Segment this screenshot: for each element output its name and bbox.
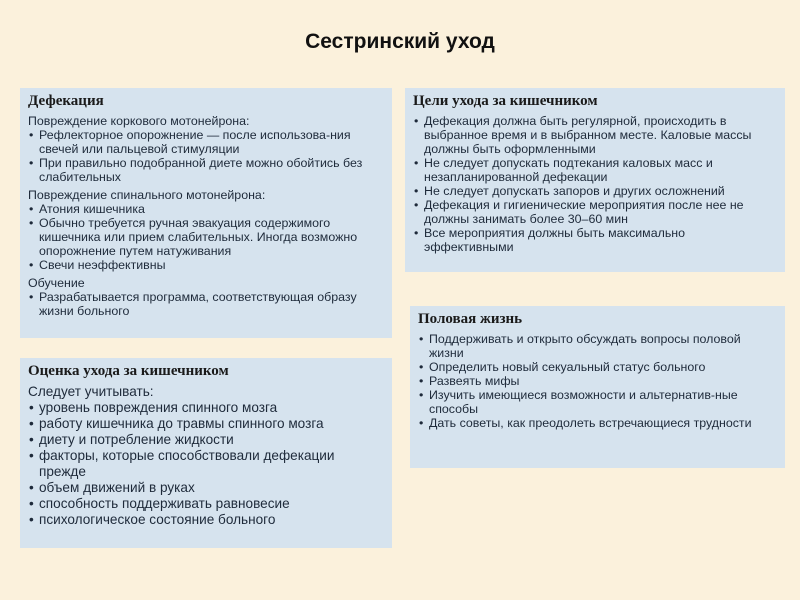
list-item: • Дефекация должна быть регулярной, происходить в выбранное время и в выбранном месте. Каловые массы должны быть оформленными — [413, 114, 777, 156]
bullet-list — [28, 202, 384, 272]
assessment-heading: Оценка ухода за кишечником — [28, 363, 229, 379]
list-item: • Дефекация и гигиенические мероприятия после нее не должны занимать более 30–60 мин — [413, 198, 777, 226]
bullet-list — [28, 128, 384, 184]
list-item: • Дать советы, как преодолеть встречающиеся трудности — [418, 416, 777, 430]
list-item: • Все мероприятия должны быть максимально эффективными — [413, 226, 777, 254]
bullet-list — [28, 400, 384, 528]
list-item: • способность поддерживать равновесие — [28, 496, 384, 512]
list-item: • Не следует допускать подтекания каловых масс и незапланированной дефекации — [413, 156, 777, 184]
list-item: • Развеять мифы — [418, 374, 777, 388]
bullet-list — [28, 290, 384, 318]
list-item: • Не следует допускать запоров и других осложнений — [413, 184, 777, 198]
list-item: • работу кишечника до травмы спинного мозга — [28, 416, 384, 432]
intro-text: Следует учитывать: — [28, 384, 154, 399]
bullet-list — [418, 332, 777, 430]
list-item: • Рефлекторное опорожнение — после использова-ния свечей или пальцевой стимуляции — [28, 128, 384, 156]
slide-title: Сестринский уход — [305, 30, 495, 53]
list-item: • уровень повреждения спинного мозга — [28, 400, 384, 416]
list-item: • Разрабатывается программа, соответствующая образу жизни больного — [28, 290, 384, 318]
defecation-panel — [20, 88, 392, 338]
section-label: Обучение — [28, 276, 85, 290]
sexual-life-panel — [410, 306, 785, 468]
bullet-list — [413, 114, 777, 254]
list-item: • Изучить имеющиеся возможности и альтернатив-ные способы — [418, 388, 777, 416]
goals-panel — [405, 88, 785, 272]
list-item: • диету и потребление жидкости — [28, 432, 384, 448]
list-item: • факторы, которые способствовали дефекации прежде — [28, 448, 384, 480]
list-item: • Поддерживать и открыто обсуждать вопросы половой жизни — [418, 332, 777, 360]
list-item: • объем движений в руках — [28, 480, 384, 496]
list-item: • При правильно подобранной диете можно обойтись без слабительных — [28, 156, 384, 184]
list-item: • Обычно требуется ручная эвакуация содержимого кишечника или прием слабительных. Иногда возможно опорожнение путем натуживания — [28, 216, 384, 258]
goals-heading: Цели ухода за кишечником — [413, 93, 598, 109]
list-item: • Атония кишечника — [28, 202, 384, 216]
list-item: • Определить новый секуальный статус больного — [418, 360, 777, 374]
section-label: Повреждение спинального мотонейрона: — [28, 188, 266, 202]
list-item: • психологическое состояние больного — [28, 512, 384, 528]
sexual-life-heading: Половая жизнь — [418, 311, 523, 327]
list-item: • Свечи неэффективны — [28, 258, 384, 272]
assessment-panel — [20, 358, 392, 548]
section-label: Повреждение коркового мотонейрона: — [28, 114, 250, 128]
defecation-heading: Дефекация — [28, 93, 104, 109]
